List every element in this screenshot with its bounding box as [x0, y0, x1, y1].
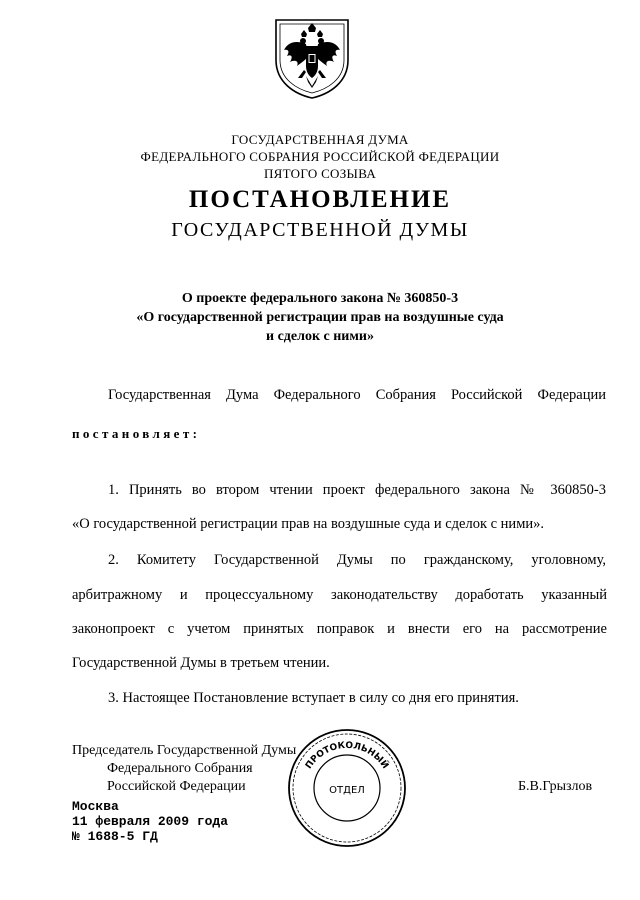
paragraph-2-line-2: арбитражному и процессуальному законодательству доработать указанный [72, 587, 607, 603]
signer-position-line-1: Председатель Государственной Думы [72, 743, 297, 758]
header-line-1: ГОСУДАРСТВЕННАЯ ДУМА [231, 132, 409, 147]
footer-date: 11 февраля 2009 года [72, 814, 229, 829]
signer-name: Б.В.Грызлов [518, 779, 593, 794]
paragraph-1-line-1: 1. Принять во втором чтении проект федерального закона № 360850-3 [108, 482, 606, 498]
document-title: ПОСТАНОВЛЕНИЕ [188, 186, 452, 213]
header-line-3: ПЯТОГО СОЗЫВА [263, 166, 377, 181]
signer-position-line-2: Федерального Собрания [107, 761, 253, 776]
footer-block [72, 799, 228, 844]
stamp-ring-text: ПРОТОКОЛЬНЫЙ [304, 740, 390, 771]
paragraph-2-line-3: законопроект с учетом принятых поправок и внести его на рассмотрение [72, 621, 607, 637]
document-subtitle: ГОСУДАРСТВЕННОЙ ДУМЫ [171, 219, 469, 241]
paragraph-2-line-1: 2. Комитету Государственной Думы по гражданскому, уголовному, [108, 552, 606, 568]
stamp-center-text: ОТДЕЛ [329, 785, 365, 796]
intro-text: Государственная Дума Федерального Собрания Российской Федерации [108, 387, 606, 403]
paragraph-3: 3. Настоящее Постановление вступает в силу со дня его принятия. [108, 690, 519, 706]
header-line-2: ФЕДЕРАЛЬНОГО СОБРАНИЯ РОССИЙСКОЙ ФЕДЕРАЦИИ [140, 149, 500, 164]
subject-line-1: О проекте федерального закона № 360850-3 [181, 291, 459, 306]
official-stamp [286, 727, 408, 849]
signer-position-line-3: Российской Федерации [107, 779, 246, 794]
footer-number: № 1688-5 ГД [72, 829, 158, 844]
paragraph-2-line-4: Государственной Думы в третьем чтении. [72, 655, 330, 671]
subject-heading [0, 289, 640, 346]
coat-of-arms-emblem [270, 16, 354, 100]
svg-text:ПРОТОКОЛЬНЫЙ [304, 741, 392, 771]
subject-line-2: «О государственной регистрации прав на воздушные суда [136, 310, 504, 325]
paragraph-1-line-2: «О государственной регистрации прав на воздушные суда и сделок с ними». [72, 516, 545, 532]
footer-city: Москва [72, 799, 119, 814]
decrees-text: постановляет: [72, 426, 201, 441]
subject-line-3: и сделок с ними» [266, 329, 374, 344]
